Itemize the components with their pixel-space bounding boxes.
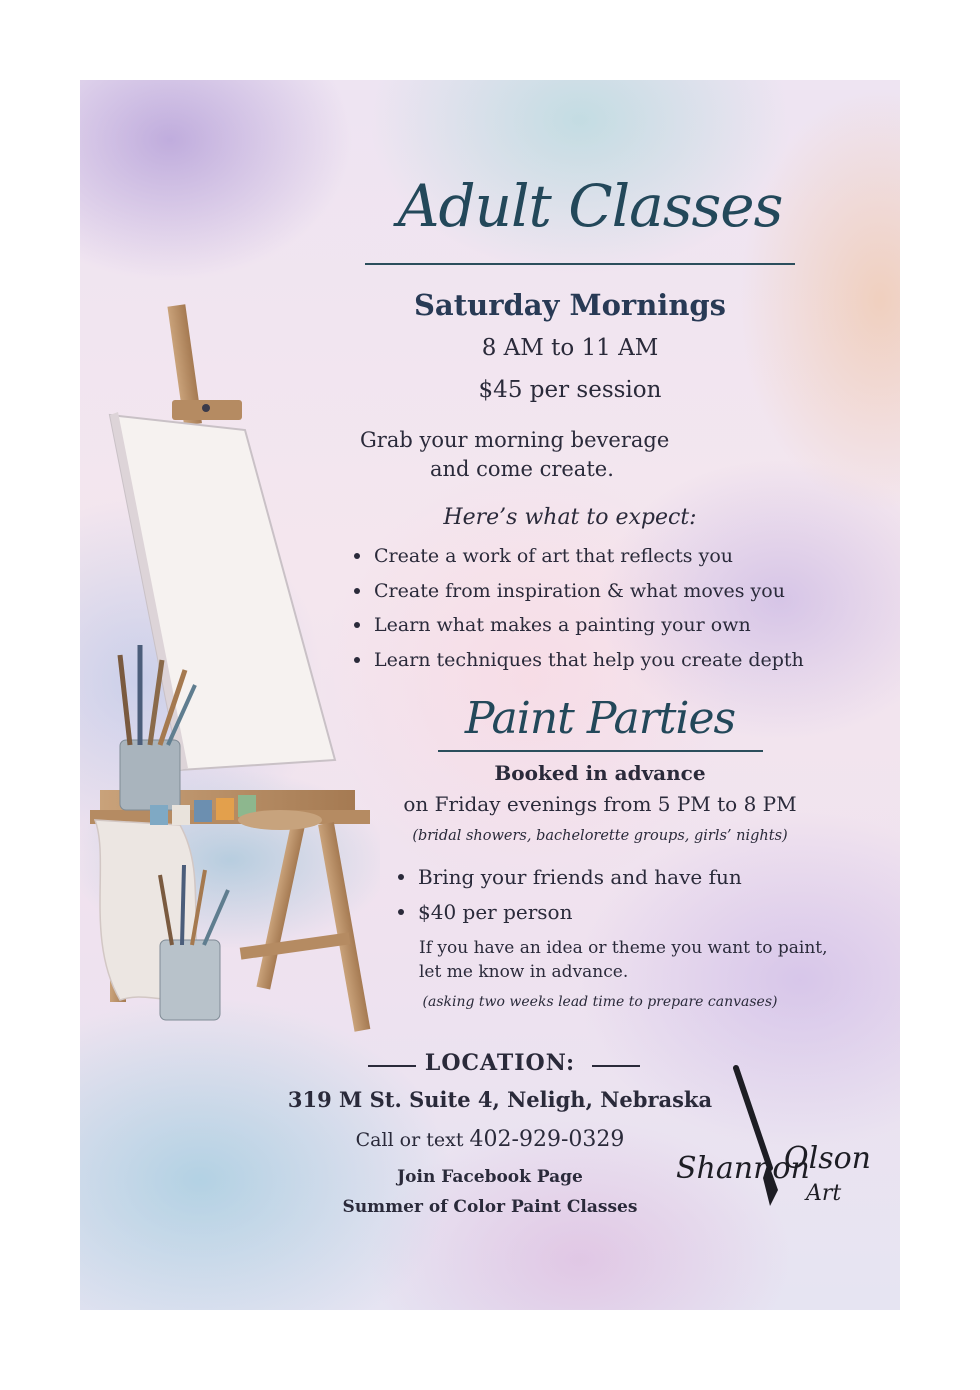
booked-note: Booked in advance [494, 761, 706, 785]
session-price: $45 per session [478, 377, 662, 403]
list-item: $40 per person [396, 899, 836, 934]
shannon-olson-art-logo [666, 1058, 886, 1218]
title-divider [365, 263, 795, 265]
theme-line-2: let me know in advance. [419, 962, 629, 982]
signature-last: Olson [784, 1141, 871, 1176]
beverage-note [360, 426, 720, 484]
facebook-cta: Join Facebook Page [397, 1167, 583, 1187]
paint-parties-title: Paint Parties [464, 693, 736, 744]
list-item: Create a work of art that reflects you [352, 543, 822, 578]
easel-illustration [80, 300, 380, 1040]
theme-note [419, 936, 849, 984]
expect-heading: Here’s what to expect: [443, 505, 697, 530]
party-list [396, 864, 836, 933]
theme-line-1: If you have an idea or theme you want to paint, [419, 938, 828, 958]
parties-divider [438, 750, 763, 752]
contact-line [280, 1127, 700, 1152]
saturday-heading: Saturday Mornings [413, 288, 727, 322]
list-item: Create from inspiration & what moves you [352, 578, 822, 613]
lead-time-note: (asking two weeks lead time to prepare canvases) [422, 994, 778, 1010]
list-item: Learn techniques that help you create depth [352, 647, 822, 682]
list-item: Bring your friends and have fun [396, 864, 836, 899]
beverage-line-2: and come create. [430, 457, 614, 481]
list-item: Learn what makes a painting your own [352, 612, 822, 647]
party-schedule: on Friday evenings from 5 PM to 8 PM [403, 792, 797, 816]
beverage-line-1: Grab your morning beverage [360, 428, 670, 452]
signature-art: Art [806, 1181, 842, 1206]
expect-list [352, 543, 822, 681]
signature-first: Shannon [676, 1151, 810, 1186]
facebook-page-name: Summer of Color Paint Classes [342, 1197, 638, 1217]
phone-number: 402-929-0329 [469, 1127, 625, 1152]
party-occasions: (bridal showers, bachelorette groups, girls’ nights) [412, 828, 788, 844]
location-heading: LOCATION: [424, 1050, 576, 1076]
call-label: Call or text [355, 1129, 464, 1151]
location-rule-right [592, 1065, 640, 1067]
location-heading-row [340, 1050, 660, 1080]
adult-classes-title: Adult Classes [397, 172, 783, 240]
flyer [80, 80, 900, 1310]
address: 319 M St. Suite 4, Neligh, Nebraska [287, 1087, 713, 1112]
class-hours: 8 AM to 11 AM [481, 335, 659, 361]
